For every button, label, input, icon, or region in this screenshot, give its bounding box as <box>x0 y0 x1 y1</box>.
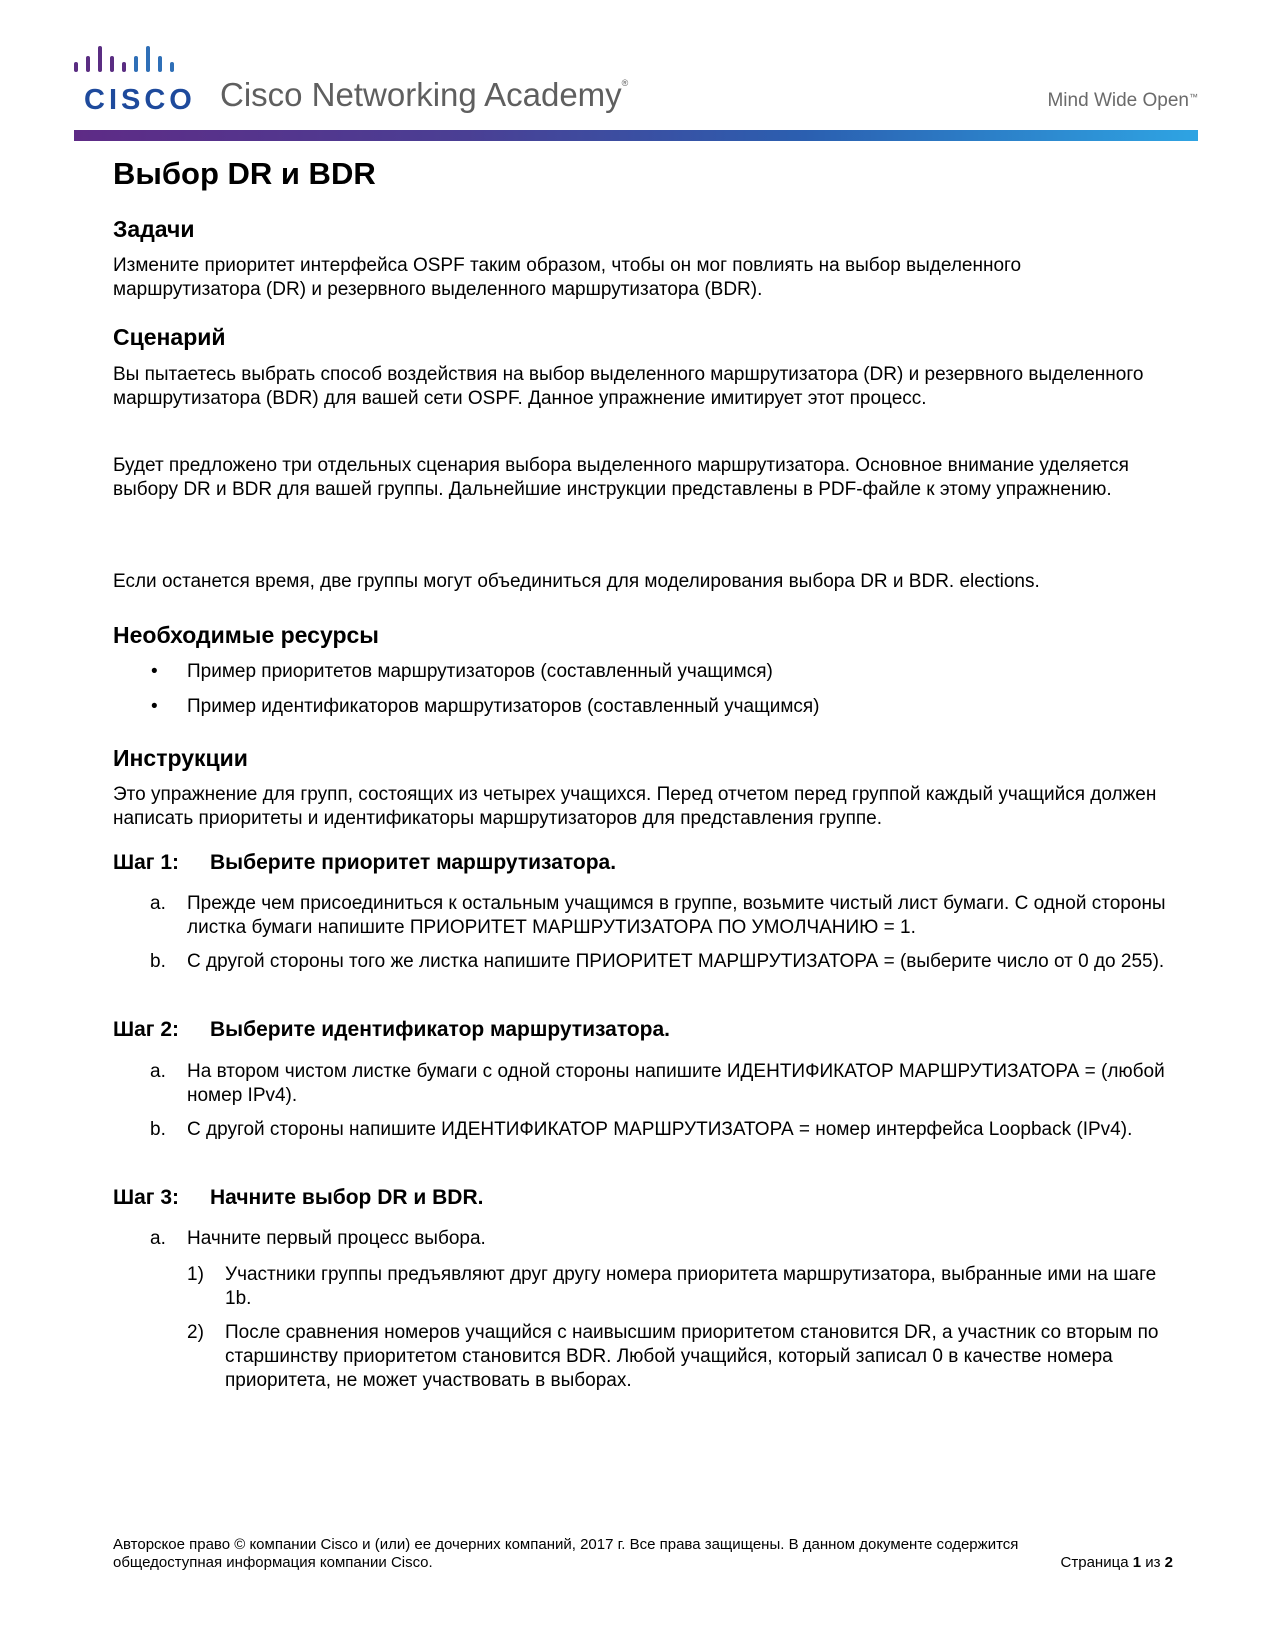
resources-heading: Необходимые ресурсы <box>113 622 379 648</box>
step-3-subitem-label: 1) <box>187 1264 204 1285</box>
page-number: Страница 1 из 2 <box>1060 1554 1173 1571</box>
step-2-item-b: С другой стороны напишите ИДЕНТИФИКАТОР МАРШРУТИЗАТОРА = номер интерфейса Loopback (IPv4). <box>187 1119 1133 1140</box>
tagline: Mind Wide Open™ <box>1047 90 1198 111</box>
step-1-item-label: b. <box>150 951 166 972</box>
page-title: Выбор DR и BDR <box>113 156 376 191</box>
scenario-heading: Сценарий <box>113 324 226 350</box>
step-3-subitem-1: Участники группы предъявляют друг другу номера приоритета маршрутизатора, выбранные ими на шаге 1b. <box>225 1264 1157 1309</box>
scenario-paragraph-1: Вы пытаетесь выбрать способ воздействия на выбор выделенного маршрутизатора (DR) и резервного выделенного маршрутизатора (BDR) для вашей сети OSPF. Данное упражнение имитирует этот процесс. <box>113 364 1144 409</box>
step-1-item-label: a. <box>150 893 166 914</box>
step-3-subitem-2: После сравнения номеров учащийся с наивысшим приоритетом становится DR, а участник со вторым по старшинству приоритетом становится BDR. Любой учащийся, который записал 0 в качестве номера приоритета, не может участвовать в выборах. <box>225 1322 1159 1391</box>
step-3-heading: Шаг 3: Начните выбор DR и BDR. <box>113 1186 484 1209</box>
scenario-paragraph-2: Будет предложено три отдельных сценария выбора выделенного маршрутизатора. Основное внимание уделяется выбору DR и BDR для вашей группы. Дальнейшие инструкции представлены в PDF-файле к этому упражнению. <box>113 455 1129 500</box>
header-divider-bar <box>74 130 1198 141</box>
step-1-item-b: С другой стороны того же листка напишите ПРИОРИТЕТ МАРШРУТИЗАТОРА = (выберите число от 0 до 255). <box>187 951 1165 972</box>
step-3-item-a: Начните первый процесс выбора. <box>187 1228 486 1249</box>
step-3-subitem-label: 2) <box>187 1322 204 1343</box>
step-1-item-a: Прежде чем присоединиться к остальным учащимся в группе, возьмите чистый лист бумаги. С одной стороны листка бумаги напишите ПРИОРИТЕТ МАРШРУТИЗАТОРА ПО УМОЛЧАНИЮ = 1. <box>187 893 1166 938</box>
step-2-item-label: a. <box>150 1061 166 1082</box>
step-1-heading: Шаг 1: Выберите приоритет маршрутизатора. <box>113 851 617 874</box>
scenario-paragraph-3: Если останется время, две группы могут объединиться для моделирования выбора DR и BDR. elections. <box>113 571 1040 592</box>
cisco-logo-text: CISCO <box>84 84 196 116</box>
instructions-heading: Инструкции <box>113 745 248 771</box>
objectives-heading: Задачи <box>113 216 195 242</box>
step-2-item-label: b. <box>150 1119 166 1140</box>
step-2-heading: Шаг 2: Выберите идентификатор маршрутизатора. <box>113 1018 671 1041</box>
resource-item: Пример идентификаторов маршрутизаторов (составленный учащимся) <box>187 696 820 717</box>
bullet-icon: • <box>151 696 158 717</box>
step-2-item-a: На втором чистом листке бумаги с одной стороны напишите ИДЕНТИФИКАТОР МАРШРУТИЗАТОРА = (любой номер IPv4). <box>187 1061 1165 1106</box>
page-header <box>74 44 1198 144</box>
resource-item: Пример приоритетов маршрутизаторов (составленный учащимся) <box>187 661 773 682</box>
bullet-icon: • <box>151 661 158 682</box>
step-3-item-label: a. <box>150 1228 166 1249</box>
cisco-logo-bars-icon <box>74 44 184 78</box>
instructions-text: Это упражнение для групп, состоящих из четырех учащихся. Перед отчетом перед группой каждый учащийся должен написать приоритеты и идентификаторы маршрутизаторов для представления группе. <box>113 784 1157 829</box>
academy-title: Cisco Networking Academy® <box>220 76 629 113</box>
copyright-notice: Авторское право © компании Cisco и (или) ее дочерних компаний, 2017 г. Все права защищены. В данном документе содержится общедоступная информация компании Cisco. <box>113 1536 1019 1571</box>
objectives-text: Измените приоритет интерфейса OSPF таким образом, чтобы он мог повлиять на выбор выделенного маршрутизатора (DR) и резервного выделенного маршрутизатора (BDR). <box>113 255 1022 300</box>
